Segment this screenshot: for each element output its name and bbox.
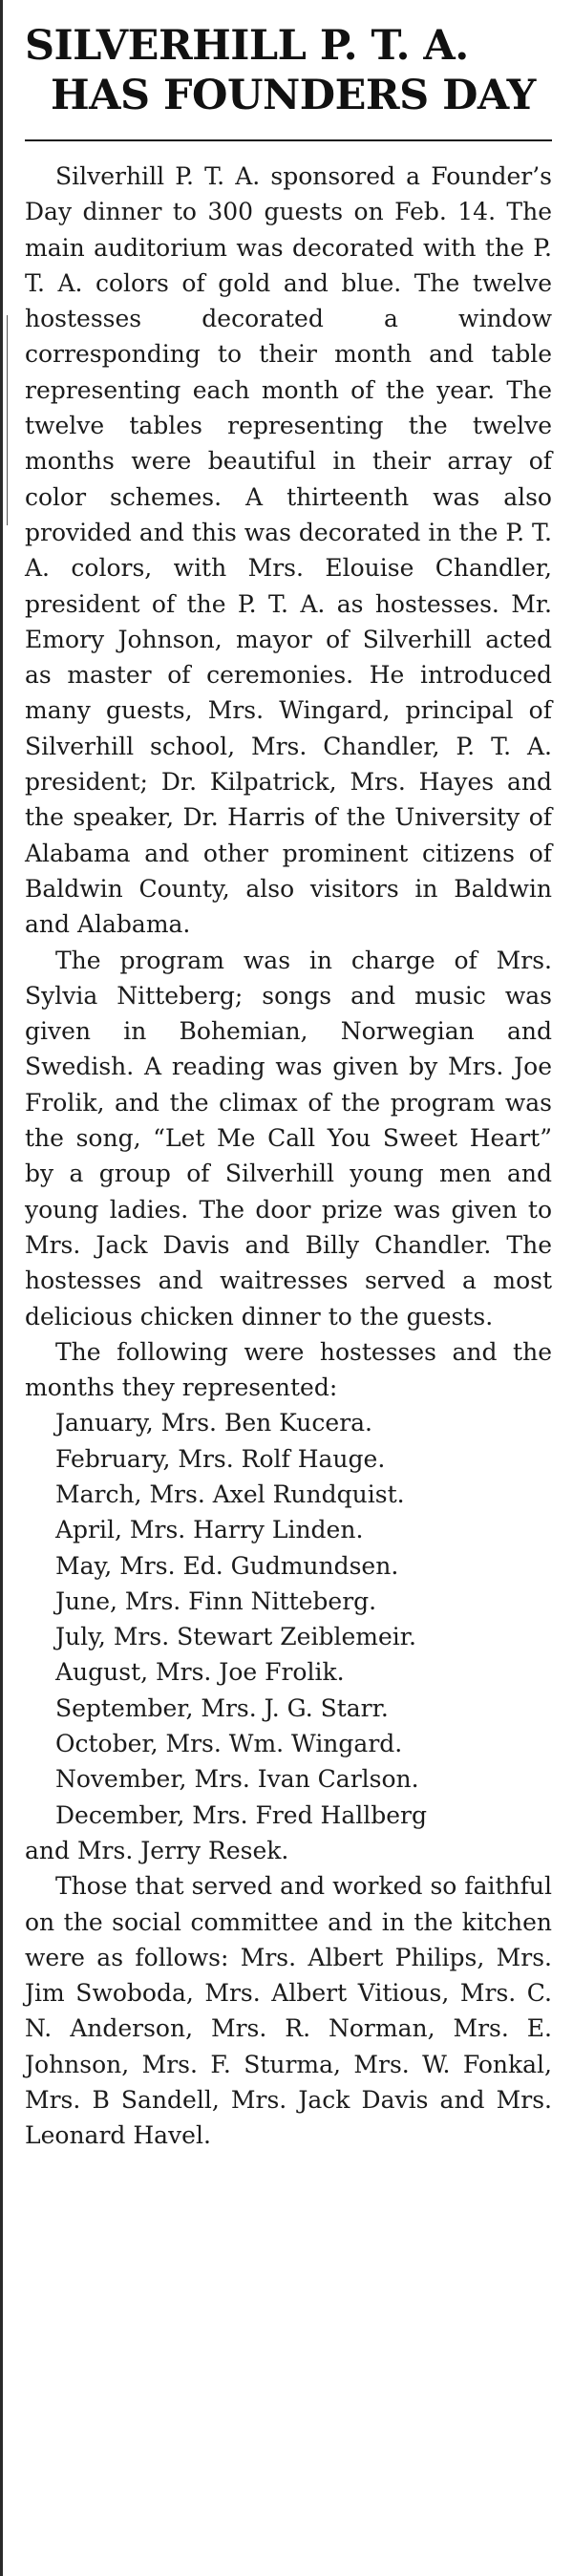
headline (25, 21, 552, 120)
paragraph-program: The program was in charge of Mrs. Sylvia Nitteberg; songs and music was given in Bohemian, Norwegian and Swedish. A reading was given by Mrs. Joe Frolik, and the climax of the program was the song, “Let Me Call You Sweet Heart” by a group of Silverhill young men and young ladies. The door prize was given to Mrs. Jack Davis and Billy Chandler. The hostesses and waitresses served a most delicious chicken dinner to the guests. (25, 946, 552, 1331)
column-rule-left-thin (7, 315, 8, 525)
article-body (25, 159, 552, 2154)
list-item: November, Mrs. Ivan Carlson. (55, 1765, 419, 1794)
list-item: September, Mrs. J. G. Starr. (55, 1693, 389, 1722)
list-item: December, Mrs. Fred Hallberg (55, 1800, 428, 1829)
headline-rule (25, 139, 552, 141)
hostess-list (25, 1405, 552, 1868)
headline-line-1: SILVERHILL P. T. A. (25, 22, 469, 70)
paragraph-intro: Silverhill P. T. A. sponsored a Founder’s Day dinner to 300 guests on Feb. 14. The main auditorium was decorated with the P. T. A. colors of gold and blue. The twelve hostesses decorated a window corresponding to their month and table representing each month of the year. The twelve tables representing the twelve months were beautiful in their array of color schemes. A thirteenth was also provided and this was decorated in the P. T. A. colors, with Mrs. Elouise Chandler, president of the P. T. A. as hostesses. Mr. Emory Johnson, mayor of Silverhill acted as master of ceremonies. He introduced many guests, Mrs. Wingard, principal of Silverhill school, Mrs. Chandler, P. T. A. president; Dr. Kilpatrick, Mrs. Hayes and the speaker, Dr. Harris of the University of Alabama and other prominent citizens of Baldwin County, also visitors in Baldwin and Alabama. (25, 162, 552, 939)
list-item: June, Mrs. Finn Nitteberg. (55, 1586, 377, 1615)
list-item: July, Mrs. Stewart Zeiblemeir. (55, 1623, 416, 1651)
list-item: October, Mrs. Wm. Wingard. (55, 1730, 403, 1758)
list-item: August, Mrs. Joe Frolik. (55, 1658, 345, 1687)
headline-line-2: HAS FOUNDERS DAY (51, 72, 536, 119)
list-item-continued: and Mrs. Jerry Resek. (25, 1836, 289, 1864)
paragraph-committee: Those that served and worked so faithful on the social committee and in the kitchen were as follows: Mrs. Albert Philips, Mrs. Jim Swoboda, Mrs. Albert Vitious, Mrs. C. N. Anderson, Mrs. R. Norman, Mrs. E. Johnson, Mrs. F. Sturma, Mrs. W. Fonkal, Mrs. B Sandell, Mrs. Jack Davis and Mrs. Leonard Havel. (25, 1872, 552, 2150)
paragraph-hostesses-intro: The following were hostesses and the months they represented: (25, 1337, 552, 1402)
newspaper-article (25, 21, 552, 2154)
list-item: April, Mrs. Harry Linden. (55, 1516, 364, 1544)
list-item: February, Mrs. Rolf Hauge. (55, 1444, 386, 1473)
column-rule-left (0, 0, 3, 2576)
list-item: May, Mrs. Ed. Gudmundsen. (55, 1551, 399, 1580)
list-item: January, Mrs. Ben Kucera. (55, 1409, 372, 1437)
list-item: March, Mrs. Axel Rundquist. (55, 1480, 405, 1508)
